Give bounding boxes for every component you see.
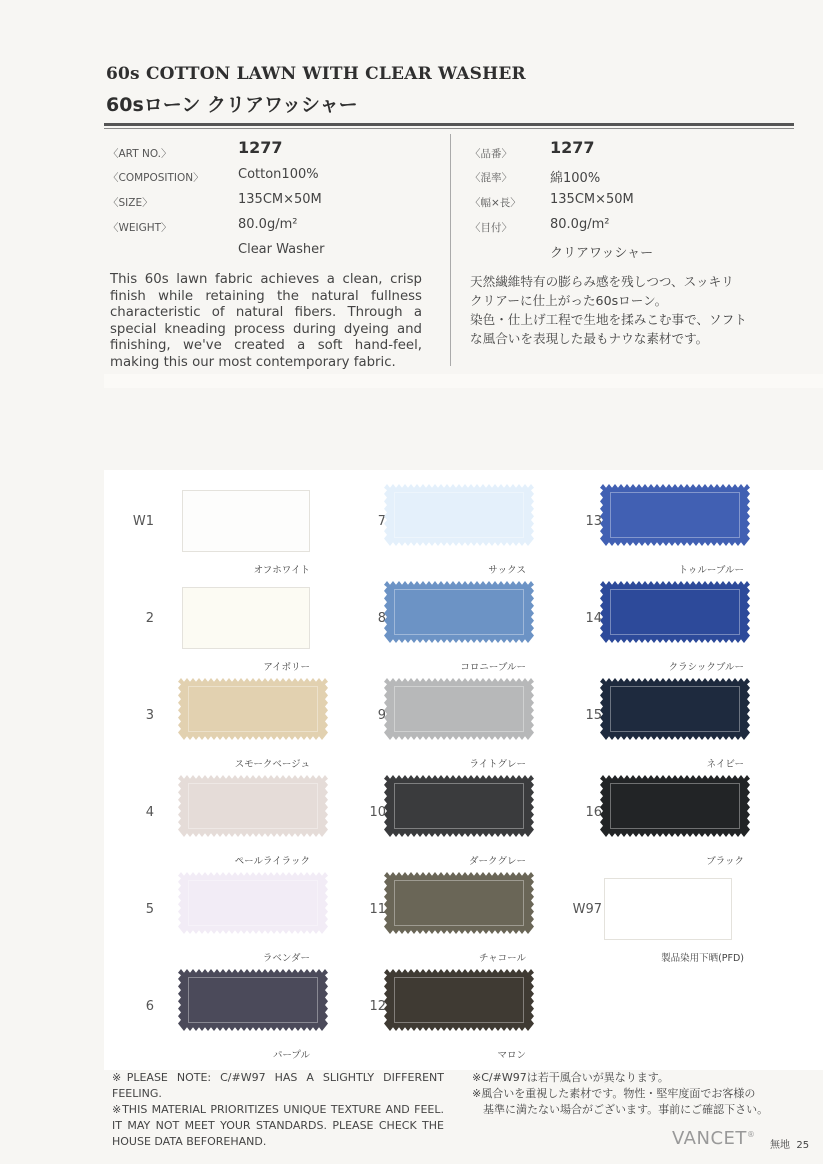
swatch-color-name: スモークベージュ <box>234 759 310 770</box>
swatch-color-name: ネイビー <box>706 759 744 770</box>
description-ja-line: クリアーに仕上がった60sローン。 <box>470 293 668 308</box>
swatch-number: 6 <box>145 999 154 1014</box>
swatch-label-frame <box>394 783 524 829</box>
swatch-number: 5 <box>145 902 154 917</box>
swatch-number: 12 <box>369 999 386 1014</box>
finish-value-ja: クリアワッシャー <box>550 246 654 261</box>
swatch-color-name: コロニーブルー <box>460 662 526 673</box>
swatch-label-frame <box>610 686 740 732</box>
swatch-number: 14 <box>585 611 602 626</box>
swatch-label-frame <box>188 783 318 829</box>
size-label-ja: 〈幅×長〉 <box>470 197 521 209</box>
swatch-number: 8 <box>377 611 386 626</box>
swatch-number: 3 <box>145 708 154 723</box>
weight-label-ja: 〈目付〉 <box>470 222 512 234</box>
fabric-swatch <box>384 678 534 740</box>
description-japanese <box>470 272 790 348</box>
swatch-label-frame <box>188 880 318 926</box>
swatch-label-frame <box>188 977 318 1023</box>
fabric-swatch <box>600 484 750 546</box>
swatch-label-frame <box>610 589 740 635</box>
swatch-number: 13 <box>585 514 602 529</box>
fabric-swatch <box>182 490 310 552</box>
swatch-color-name: ライトグレー <box>469 759 526 770</box>
size-value-ja: 135CM×50M <box>550 192 634 207</box>
swatch-color-name: クラシックブルー <box>668 662 744 673</box>
swatch-color-name: オフホワイト <box>253 565 310 576</box>
fabric-swatch <box>178 872 328 934</box>
brand-name: VANCET <box>672 1128 747 1149</box>
weight-value-ja: 80.0g/m² <box>550 217 610 232</box>
size-value: 135CM×50M <box>238 192 322 207</box>
art-no-value: 1277 <box>238 138 283 157</box>
notes-english <box>112 1070 444 1150</box>
swatch-number: 7 <box>377 514 386 529</box>
swatch-label-frame <box>394 589 524 635</box>
fabric-swatch <box>182 587 310 649</box>
size-label: 〈SIZE〉 <box>108 197 153 209</box>
note-item: ※C/#W97は若干風合いが異なります。 <box>472 1071 669 1084</box>
swatch-color-name: ラベンダー <box>262 953 310 964</box>
title-japanese: 60sローン クリアワッシャー <box>106 94 358 116</box>
swatch-color-name: 製品染用下晒(PFD) <box>661 953 744 964</box>
swatch-label-frame <box>394 686 524 732</box>
composition-value: Cotton100% <box>238 167 319 182</box>
fabric-swatch <box>384 775 534 837</box>
note-item: ※風合いを重視した素材です。物性・堅牢度面でお客様の <box>472 1087 756 1100</box>
fabric-swatch <box>178 775 328 837</box>
weight-label: 〈WEIGHT〉 <box>108 222 172 234</box>
swatch-color-name: チャコール <box>478 953 526 964</box>
swatch-number: 11 <box>369 902 386 917</box>
swatch-label-frame <box>188 686 318 732</box>
swatch-color-name: ダークグレー <box>468 856 526 867</box>
swatch-number: 16 <box>585 805 602 820</box>
swatch-number: W97 <box>572 902 602 917</box>
finish-value: Clear Washer <box>238 242 325 257</box>
note-item: ※PLEASE NOTE: C/#W97 HAS A SLIGHTLY DIFFERENT FEELING. <box>112 1071 444 1100</box>
swatch-color-name: ブラック <box>706 856 744 867</box>
registered-mark: ® <box>746 1130 756 1139</box>
description-ja-line: 染色・仕上げ工程で生地を揉みこむ事で、ソフト <box>470 312 747 327</box>
page-number: 25 <box>796 1140 810 1151</box>
swatch-number: 9 <box>377 708 386 723</box>
swatch-number: 2 <box>145 611 154 626</box>
art-no-value-ja: 1277 <box>550 138 595 157</box>
swatch-label-frame <box>394 880 524 926</box>
fabric-swatch <box>384 581 534 643</box>
header-rule-thin <box>104 128 794 129</box>
swatch-label-frame <box>394 492 524 538</box>
page-band <box>104 374 823 388</box>
composition-label: 〈COMPOSITION〉 <box>108 172 204 184</box>
fabric-swatch <box>384 969 534 1031</box>
art-no-label: 〈ART NO.〉 <box>108 148 172 160</box>
swatch-number: 15 <box>585 708 602 723</box>
weight-value: 80.0g/m² <box>238 217 298 232</box>
title-english: 60s COTTON LAWN WITH CLEAR WASHER <box>106 64 526 84</box>
fabric-swatch <box>384 484 534 546</box>
swatch-label-frame <box>610 492 740 538</box>
swatch-color-name: マロン <box>497 1050 526 1061</box>
swatch-color-name: パープル <box>272 1050 310 1061</box>
fabric-swatch <box>178 678 328 740</box>
fabric-swatch <box>600 775 750 837</box>
description-english: This 60s lawn fabric achieves a clean, crisp finish while retaining the natural fullness characteristic of natural fibers. Through a special kneading process during dyeing and finishing, we've created a soft hand-feel, making this our most contemporary fabric. <box>110 272 422 370</box>
page-info <box>770 1136 809 1151</box>
fabric-swatch <box>604 878 732 940</box>
fabric-swatch <box>384 872 534 934</box>
notes-japanese <box>472 1070 792 1118</box>
art-no-label-ja: 〈品番〉 <box>470 148 512 160</box>
column-divider <box>450 134 451 366</box>
fabric-swatch <box>600 581 750 643</box>
description-ja-line: な風合いを表現した最もナウな素材です。 <box>470 331 709 346</box>
swatch-number: 4 <box>145 805 154 820</box>
swatch-label-frame <box>610 783 740 829</box>
header-rule <box>104 123 794 126</box>
category-label: 無地 <box>770 1140 790 1151</box>
brand-logo <box>672 1128 755 1149</box>
swatch-number: W1 <box>132 514 154 529</box>
swatch-color-name: サックス <box>488 565 526 576</box>
swatch-label-frame <box>394 977 524 1023</box>
swatch-color-name: アイボリー <box>263 662 310 673</box>
note-item: 基準に満たない場合がございます。事前にご確認下さい。 <box>483 1103 769 1116</box>
swatch-color-name: ペールライラック <box>234 856 310 867</box>
swatch-color-name: トゥルーブルー <box>678 565 744 576</box>
swatch-grid <box>104 470 823 1070</box>
composition-label-ja: 〈混率〉 <box>470 172 512 184</box>
note-item: ※THIS MATERIAL PRIORITIZES UNIQUE TEXTURE AND FEEL. IT MAY NOT MEET YOUR STANDARDS. PLEASE CHECK THE HOUSE DATA BEFOREHAND. <box>112 1103 444 1148</box>
description-ja-line: 天然繊維特有の膨らみ感を残しつつ、スッキリ <box>470 274 734 289</box>
fabric-swatch <box>178 969 328 1031</box>
fabric-swatch <box>600 678 750 740</box>
composition-value-ja: 綿100% <box>550 171 601 186</box>
swatch-number: 10 <box>369 805 386 820</box>
